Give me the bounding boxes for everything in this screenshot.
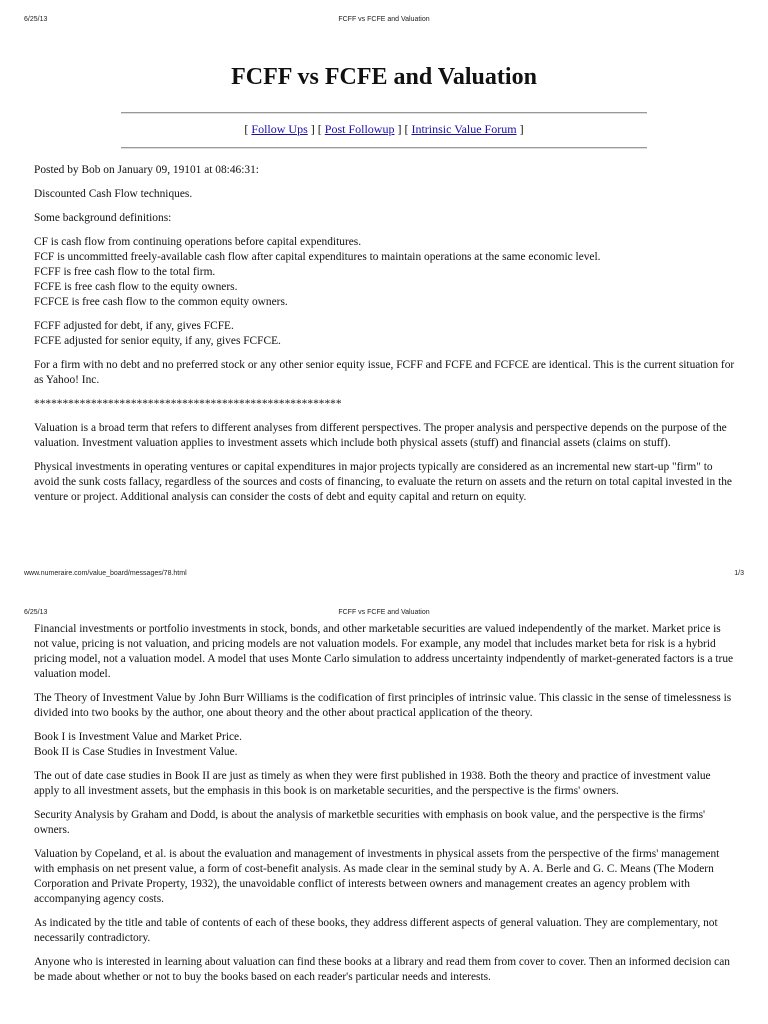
paragraph-line: FCFF is free cash flow to the total firm. bbox=[34, 266, 216, 278]
paragraph-line: Physical investments in operating ventures or capital expenditures in major projects typically are considered as an incremental new start-up "firm" to avoid the sunk costs fallacy, regardless of the sources and costs of financing, to evaluate the return on assets and the return on total capital invested in the venture or project. Additional analysis can consider the costs of debt and equity capital and return on equity. bbox=[34, 461, 732, 503]
paragraph bbox=[34, 358, 738, 388]
header-doc-title: FCFF vs FCFE and Valuation bbox=[338, 16, 430, 23]
paragraph bbox=[34, 691, 738, 721]
paragraph-line: FCFF adjusted for debt, if any, gives FCFE. bbox=[34, 320, 234, 332]
paragraph bbox=[34, 916, 738, 946]
paragraph bbox=[34, 235, 738, 310]
paragraph-line: FCFCE is free cash flow to the common equity owners. bbox=[34, 296, 288, 308]
paragraph bbox=[34, 622, 738, 682]
page2-header bbox=[0, 609, 768, 623]
paragraph bbox=[34, 187, 738, 202]
page-title: FCFF vs FCFE and Valuation bbox=[231, 64, 537, 90]
footer-page-number: 1/3 bbox=[734, 570, 744, 577]
paragraph bbox=[34, 319, 738, 349]
paragraph bbox=[34, 460, 738, 505]
header-doc-title: FCFF vs FCFE and Valuation bbox=[338, 609, 430, 616]
header-date: 6/25/13 bbox=[24, 609, 48, 616]
footer-url: www.numeraire.com/value_board/messages/78.html bbox=[24, 570, 187, 577]
paragraph-line: Discounted Cash Flow techniques. bbox=[34, 188, 193, 200]
paragraph-line: FCFE is free cash flow to the equity owners. bbox=[34, 281, 238, 293]
paragraph-line: The Theory of Investment Value by John Burr Williams is the codification of first principles of intrinsic value. This classic in the sense of timelessness is divided into two books by the author, one about theory and the other about practical application of the theory. bbox=[34, 692, 732, 719]
paragraph bbox=[34, 397, 738, 412]
page1-body bbox=[34, 163, 738, 514]
page1-footer bbox=[0, 570, 768, 584]
paragraph-line: Valuation by Copeland, et al. is about the evaluation and management of investments in physical assets from the perspective of the firms' management with emphasis on net present value, a form of cost-benefit analysis. As made clear in the seminal study by A. A. Berle and G. C. Means (The Modern Corporation and Private Property, 1932), the unavoidable conflict of interests between owners and management creates an agency problem with accompanying agency costs. bbox=[34, 848, 720, 905]
post-followup-link[interactable]: Post Followup bbox=[324, 122, 395, 136]
paragraph bbox=[34, 211, 738, 226]
paragraph-line: The out of date case studies in Book II are just as timely as when they were first published in 1938. Both the theory and practice of investment value apply to all investment assets, but the emphasis in this book is on marketable securities, and the perspective is the firms' owners. bbox=[34, 770, 711, 797]
paragraph-line: FCF is uncommitted freely-available cash flow after capital expenditures to maintain operations at the same economic level. bbox=[34, 251, 601, 263]
paragraph-line: As indicated by the title and table of contents of each of these books, they address different aspects of general valuation. They are complementary, not necessarily contradictory. bbox=[34, 917, 718, 944]
paragraph-line: FCFE adjusted for senior equity, if any, gives FCFCE. bbox=[34, 335, 281, 347]
paragraph-line: Book I is Investment Value and Market Price. bbox=[34, 731, 242, 743]
paragraph-line: For a firm with no debt and no preferred stock or any other senior equity issue, FCFF and FCFE and FCFCE are identical. This is the current situation for as Yahoo! Inc. bbox=[34, 359, 735, 386]
page1-header bbox=[0, 16, 768, 30]
paragraph bbox=[34, 163, 738, 178]
paragraph-line: Anyone who is interested in learning about valuation can find these books at a library and read them from cover to cover. Then an informed decision can be made about whether or not to buy the books based on each reader's particular needs and interests. bbox=[34, 956, 730, 983]
paragraph bbox=[34, 769, 738, 799]
paragraph bbox=[34, 730, 738, 760]
divider-bottom bbox=[121, 147, 647, 149]
paragraph-line: CF is cash flow from continuing operations before capital expenditures. bbox=[34, 236, 362, 248]
paragraph-line: Book II is Case Studies in Investment Value. bbox=[34, 746, 238, 758]
forum-link[interactable]: Intrinsic Value Forum bbox=[411, 122, 517, 136]
header-date: 6/25/13 bbox=[24, 16, 48, 23]
paragraph-line: Valuation is a broad term that refers to different analyses from different perspectives. The proper analysis and perspective depends on the purpose of the valuation. Investment valuation applies to investment assets which include both physical assets (stuff) and financial assets (claims on stuff). bbox=[34, 422, 727, 449]
paragraph bbox=[34, 847, 738, 907]
paragraph-line: Posted by Bob on January 09, 19101 at 08:46:31: bbox=[34, 164, 259, 176]
nav-links: [ Follow Ups ] [ Post Followup ] [ Intrinsic Value Forum ] bbox=[244, 122, 524, 136]
divider-top bbox=[121, 112, 647, 114]
paragraph-line: Financial investments or portfolio investments in stock, bonds, and other marketable securities are valued independently of the market. Market price is not value, pricing is not valuation, and pricing models are not valuation models. For example, any model that includes market beta for risk is a hybrid pricing model, not a valuation model. A model that uses Monte Carlo simulation to address uncertainty indpendently of market-generated factors is a true valuation model. bbox=[34, 623, 734, 680]
page2-body bbox=[34, 622, 738, 994]
paragraph bbox=[34, 808, 738, 838]
paragraph-line: Some background definitions: bbox=[34, 212, 172, 224]
paragraph bbox=[34, 421, 738, 451]
paragraph-line: ****************************************************** bbox=[34, 398, 342, 410]
paragraph bbox=[34, 955, 738, 985]
paragraph-line: Security Analysis by Graham and Dodd, is about the analysis of marketble securities with emphasis on book value, and the perspective is the firms' owners. bbox=[34, 809, 706, 836]
follow-ups-link[interactable]: Follow Ups bbox=[251, 122, 308, 136]
